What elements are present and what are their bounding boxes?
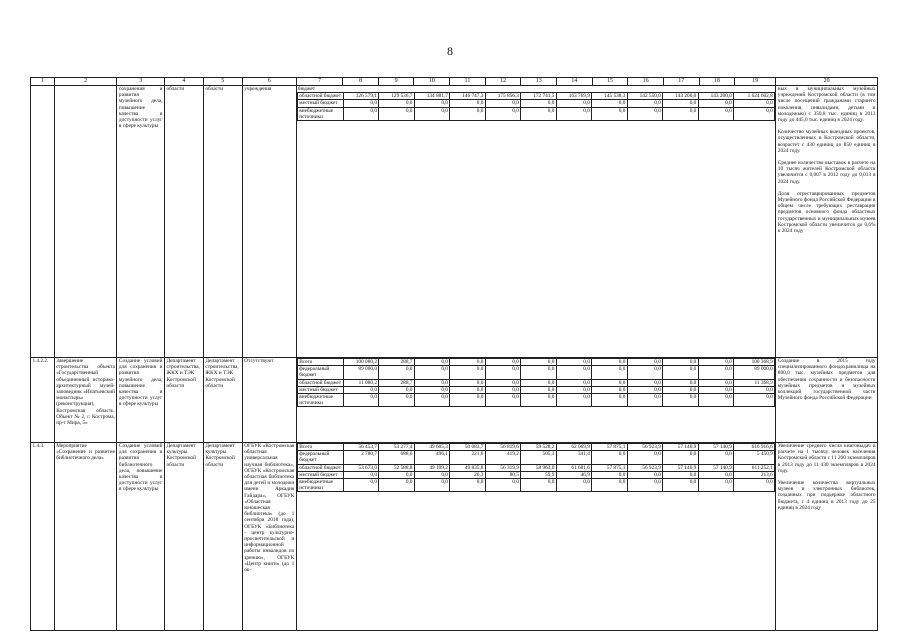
funding-value: 46,9	[556, 471, 591, 478]
funding-value: 0,0	[450, 386, 485, 393]
column-header: 14	[557, 78, 593, 86]
funding-value: 0,0	[485, 379, 520, 386]
funding-row	[297, 93, 775, 100]
funding-subtable	[297, 358, 776, 407]
table-row	[31, 358, 878, 443]
funding-row	[297, 359, 775, 366]
executor-cell: Департамент строительства, ЖКХ и ТЭК Костромской области	[203, 358, 242, 443]
funding-value: 1 624 602,8	[734, 93, 775, 100]
funding-value: 56 923,9	[627, 444, 662, 451]
funding-row	[297, 379, 775, 386]
funding-value: 0,0	[379, 471, 414, 478]
funding-value: 0,0	[734, 479, 775, 492]
funding-value: 0,0	[734, 394, 775, 407]
funding-source-label: внебюджетные источники	[297, 479, 343, 492]
result-paragraph: Доля отреставрированных предметов Музейного фонда Российской Федерации в общем числе требующих реставрации предметов основного фонда областных государственных и муниципальных музеев Костромской области увеличится до 0,6% к 2024 году	[777, 190, 876, 235]
funding-value: 129 536,7	[379, 93, 414, 100]
funding-value: 0,0	[379, 386, 414, 393]
funding-value: 0,0	[556, 366, 591, 379]
funding-value: 0,0	[414, 386, 449, 393]
goal-cell: Создание условий для сохранения и развития музейного дела, повышение качества и доступности услуг в сфере культуры	[117, 358, 165, 443]
funding-value: 0,0	[627, 386, 662, 393]
funding-value: 0,0	[592, 451, 627, 464]
result-cell	[776, 86, 878, 358]
funding-value: 0,0	[663, 366, 698, 379]
funding-source-label: местный бюджет	[297, 100, 343, 107]
funding-value: 2 780,7	[343, 451, 378, 464]
funding-value: 0,0	[734, 100, 775, 107]
funding-value: 0,0	[414, 379, 449, 386]
column-header: 10	[414, 78, 450, 86]
funding-value: 0,0	[698, 107, 733, 120]
funding-value: 0,0	[627, 107, 662, 120]
column-header: 5	[203, 78, 242, 86]
result-paragraph: Количество музейных выездных проектов, осуществленных в Костромской области, возрастет с 430 единиц до 850 единиц в 2024 году.	[777, 129, 876, 154]
funding-value: 0,0	[556, 394, 591, 407]
funding-value: 142 550,0	[627, 93, 662, 100]
measure-name: Завершение строительства объекта «Государственный объединенный историко-архитектурный музей-заповедник «Ипатьевский монастырь» (реконструкция), Костромская область. Объект № 2, г. Кострома, пр-т Мира, 5»	[54, 358, 117, 443]
result-paragraph: Среднее количество выставок в расчете на 10 тысяч жителей Костромской области увеличится с 0,007 в 2012 году до 0,013 в 2024 году.	[777, 160, 876, 185]
funding-value: 100 080,2	[343, 359, 378, 366]
result-paragraph: Увеличение количества виртуальных музеев и электронных библиотек, созданных при поддержке областного бюджета, с 4 единиц в 2013 году до 25 единиц в 2024 году	[777, 480, 876, 511]
funding-value: 0,0	[521, 100, 556, 107]
funding-value: 62 069,9	[556, 444, 591, 451]
funding-value: 0,0	[698, 379, 733, 386]
funding-value: 0,0	[663, 379, 698, 386]
funding-value: 0,0	[521, 379, 556, 386]
funding-value: 0,0	[698, 451, 733, 464]
funding-value: 0,0	[485, 100, 520, 107]
funding-value: 341,4	[556, 451, 591, 464]
row-number: 1.4.2.2.	[31, 358, 55, 443]
executor-cell: области	[164, 86, 203, 358]
funding-value: 0,0	[627, 379, 662, 386]
table-row	[31, 86, 878, 358]
funding-value: 0,0	[485, 386, 520, 393]
funding-value: 0,0	[521, 394, 556, 407]
funding-row	[297, 471, 775, 478]
funding-row	[297, 366, 775, 379]
funding-value: 419,2	[485, 451, 520, 464]
column-header: 8	[343, 78, 379, 86]
funding-value: 0,0	[663, 451, 698, 464]
column-header: 9	[378, 78, 414, 86]
funding-value: 288,7	[379, 359, 414, 366]
result-cell: Создание в 2015 году специализированного фондохранилища на 800,0 тыс. музейных предметов для обеспечения сохранности и безопасности музейных предметов и музейных коллекций государственной части Музейного фонда Российской Федерации	[776, 358, 878, 443]
funding-value: 0,0	[450, 366, 485, 379]
funding-value: 0,0	[663, 471, 698, 478]
funding-source-label: федеральный бюджет	[297, 451, 343, 464]
column-header: 3	[117, 78, 165, 86]
funding-value: 0,0	[734, 386, 775, 393]
executor-cell: области	[203, 86, 242, 358]
funding-value: 57 140,9	[663, 444, 698, 451]
funding-value: 0,0	[627, 366, 662, 379]
funding-value: 89 000,0	[343, 366, 378, 379]
funding-value: 0,0	[556, 359, 591, 366]
funding-source-label: Всего	[297, 444, 343, 451]
funding-value: 11 368,9	[734, 379, 775, 386]
funding-subtable	[297, 443, 776, 492]
source-label: бюджет	[297, 86, 316, 92]
recipient-cell: учреждения	[242, 86, 296, 358]
funding-value: 0,0	[379, 107, 414, 120]
funding-value: 57 140,9	[663, 464, 698, 471]
funding-value: 0,0	[485, 479, 520, 492]
funding-row	[297, 444, 775, 451]
funding-value: 0,0	[414, 471, 449, 478]
funding-value: 5 450,9	[734, 451, 775, 464]
funding-value: 0,0	[485, 359, 520, 366]
funding-row	[297, 100, 775, 107]
funding-value: 0,0	[556, 100, 591, 107]
funding-value: 0,0	[627, 359, 662, 366]
program-table	[30, 77, 878, 631]
funding-value: 616 916,6	[734, 444, 775, 451]
column-header: 15	[592, 78, 628, 86]
funding-value: 0,0	[556, 386, 591, 393]
funding-value: 0,0	[556, 479, 591, 492]
funding-value: 0,0	[698, 471, 733, 478]
funding-value: 505,3	[521, 451, 556, 464]
funding-value: 56 453,7	[343, 444, 378, 451]
funding-value: 126 579,1	[343, 93, 378, 100]
funding-value: 0,0	[379, 479, 414, 492]
funding-value: 0,0	[414, 107, 449, 120]
funding-value: 100 368,9	[734, 359, 775, 366]
funding-value: 0,0	[343, 100, 378, 107]
funding-value: 0,0	[379, 366, 414, 379]
funding-value: 134 881,7	[414, 93, 449, 100]
funding-value: 11 080,2	[343, 379, 378, 386]
funding-value: 0,0	[698, 394, 733, 407]
funding-value: 0,0	[663, 394, 698, 407]
funding-value: 0,0	[521, 107, 556, 120]
column-header: 19	[735, 78, 776, 86]
funding-source-label: внебюджетные источники	[297, 394, 343, 407]
column-header: 18	[699, 78, 735, 86]
funding-value: 288,7	[379, 379, 414, 386]
funding-value: 49 605,3	[414, 444, 449, 451]
funding-value: 0,0	[698, 359, 733, 366]
funding-value: 0,0	[379, 100, 414, 107]
funding-value: 0,0	[627, 471, 662, 478]
funding-source-label: федеральный бюджет	[297, 366, 343, 379]
funding-value: 143 200,0	[663, 93, 698, 100]
page-number: 8	[447, 44, 453, 58]
funding-row	[297, 386, 775, 393]
funding-value: 57 875,1	[592, 464, 627, 471]
funding-value: 0,0	[556, 379, 591, 386]
funding-value: 49 835,8	[450, 464, 485, 471]
goal-cell: Создание условий для сохранения и развития библиотечного дела, повышение качества и доступности услуг в сфере культуры	[117, 443, 165, 631]
funding-row	[297, 479, 775, 492]
funding-value: 56 319,9	[485, 464, 520, 471]
funding-value: 0,0	[627, 451, 662, 464]
funding-value: 49 109,2	[414, 464, 449, 471]
funding-value: 89 000,0	[734, 366, 775, 379]
funding-value: 0,0	[450, 479, 485, 492]
measure-name: Мероприятие «Сохранение и развитие библиотечного дела»	[54, 443, 117, 631]
funding-value: 0,0	[663, 479, 698, 492]
funding-value: 0,0	[663, 359, 698, 366]
funding-value: 0,0	[698, 366, 733, 379]
column-header: 13	[521, 78, 557, 86]
funding-value: 56 923,9	[627, 464, 662, 471]
funding-subtable	[297, 92, 776, 121]
funding-row	[297, 451, 775, 464]
funding-value: 0,0	[414, 359, 449, 366]
funding-source-label: областной бюджет	[297, 379, 343, 386]
funding-value: 145 538,3	[592, 93, 627, 100]
funding-value: 0,0	[627, 479, 662, 492]
goal-cell: сохранения и развития музейного дела, повышение качества и доступности услуг в сфере культуры	[117, 86, 165, 358]
result-paragraph: Увеличение среднего числа книговыдач в расчете на 1 тысячу человек населения Костромской области с 11 200 экземпляров в 2013 году до 11 430 экземпляров в 2024 году.	[777, 443, 876, 474]
column-header: 12	[485, 78, 521, 86]
funding-value: 175 856,3	[485, 93, 520, 100]
funding-value: 0,0	[379, 394, 414, 407]
funding-value: 53 277,4	[379, 444, 414, 451]
column-header: 1	[31, 78, 55, 86]
funding-value: 50 083,7	[450, 444, 485, 451]
funding-value: 59,9	[521, 471, 556, 478]
funding-value: 0,0	[592, 471, 627, 478]
funding-value: 0,0	[450, 359, 485, 366]
column-header: 16	[628, 78, 664, 86]
funding-value: 59 528,2	[521, 444, 556, 451]
column-header: 4	[164, 78, 203, 86]
funding-value: 0,0	[521, 366, 556, 379]
recipient-cell: ОГБУК «Костромская областная универсальная научная библиотека», ОГБУК «Костромская областная библиотека для детей и молодежи имени Аркадия Гайдара», ОГБУК «Областная юношеская библиотека» (до 1 сентября 2018 года), ОГБУК «Библиотека - центр культурно-просветительской и информационной работы инвалидов по зрению», ОГБУК «Центр книги» (до 1 ок-	[242, 443, 296, 631]
funding-value: 0,0	[663, 107, 698, 120]
column-header: 2	[54, 78, 117, 86]
funding-value: 0,0	[521, 359, 556, 366]
funding-value: 0,0	[627, 100, 662, 107]
column-header: 17	[663, 78, 699, 86]
result-paragraph: ных в муниципальных музейных учреждений Костромской области (в том числе посещений гражданами старшего поколения, инвалидами, детьми и молодежью) с 350,8 тыс. единиц в 2013 году до 445,0 тыс. единиц в 2024 году.	[777, 86, 876, 124]
funding-value: 0,0	[414, 366, 449, 379]
funding-value: 172 741,5	[521, 93, 556, 100]
funding-value: 0,0	[698, 479, 733, 492]
funding-value: 57 140,9	[698, 444, 733, 451]
funding-value: 688,6	[379, 451, 414, 464]
funding-value: 57 140,9	[698, 464, 733, 471]
funding-value: 0,0	[592, 100, 627, 107]
column-header: 20	[776, 78, 878, 86]
funding-block	[296, 358, 776, 443]
funding-row	[297, 394, 775, 407]
funding-value: 0,0	[450, 394, 485, 407]
funding-value: 163 769,9	[556, 93, 591, 100]
column-header: 11	[450, 78, 486, 86]
funding-value: 0,0	[414, 394, 449, 407]
funding-value: 0,0	[343, 394, 378, 407]
funding-value: 143 200,0	[698, 93, 733, 100]
funding-block	[296, 443, 776, 631]
funding-value: 0,0	[343, 471, 378, 478]
funding-value: 0,0	[592, 386, 627, 393]
result-cell	[776, 443, 878, 631]
recipient-cell: Отсутствуют	[242, 358, 296, 443]
funding-value: 0,0	[592, 479, 627, 492]
funding-value: 0,0	[734, 107, 775, 120]
funding-value: 0,0	[592, 366, 627, 379]
table-row	[31, 443, 878, 631]
funding-value: 52 588,8	[379, 464, 414, 471]
funding-value: 611 252,1	[734, 464, 775, 471]
funding-value: 0,0	[556, 107, 591, 120]
funding-row	[297, 464, 775, 471]
header-row	[31, 78, 878, 86]
funding-value: 221,6	[450, 451, 485, 464]
funding-value: 0,0	[450, 107, 485, 120]
funding-source-label: местный бюджет	[297, 386, 343, 393]
funding-value: 56 819,6	[485, 444, 520, 451]
column-header: 7	[296, 78, 342, 86]
funding-value: 0,0	[698, 100, 733, 107]
funding-value: 26,3	[450, 471, 485, 478]
funding-value: 0,0	[485, 394, 520, 407]
funding-value: 0,0	[592, 379, 627, 386]
funding-source-label: областной бюджет	[297, 464, 343, 471]
funding-value: 0,0	[627, 394, 662, 407]
funding-value: 0,0	[414, 479, 449, 492]
funding-value: 0,0	[343, 386, 378, 393]
funding-value: 0,0	[414, 100, 449, 107]
funding-source-label: местный бюджет	[297, 471, 343, 478]
funding-source-label: внебюджетные источники	[297, 107, 343, 120]
funding-value: 58 963,0	[521, 464, 556, 471]
funding-row	[297, 107, 775, 120]
funding-value: 213,6	[734, 471, 775, 478]
funding-value: 0,0	[343, 479, 378, 492]
funding-value: 0,0	[592, 359, 627, 366]
funding-value: 0,0	[663, 386, 698, 393]
funding-value: 0,0	[450, 100, 485, 107]
funding-value: 53 673,0	[343, 464, 378, 471]
funding-source-label: областной бюджет	[297, 93, 343, 100]
funding-value: 57 875,1	[592, 444, 627, 451]
executor-cell: Департамент культуры Костромской области	[203, 443, 242, 631]
funding-value: 0,0	[485, 107, 520, 120]
row-number: 1.4.3.	[31, 443, 55, 631]
executor-cell: Департамент строительства, ЖКХ и ТЭК Костромской области	[164, 358, 203, 443]
funding-value: 61 681,6	[556, 464, 591, 471]
funding-value: 146 747,3	[450, 93, 485, 100]
funding-value: 80,5	[485, 471, 520, 478]
funding-value: 0,0	[592, 394, 627, 407]
funding-value: 0,0	[592, 107, 627, 120]
funding-value: 0,0	[663, 100, 698, 107]
funding-value: 0,0	[450, 379, 485, 386]
column-header: 6	[242, 78, 296, 86]
funding-block	[296, 86, 776, 358]
funding-value: 0,0	[485, 366, 520, 379]
funding-source-label: Всего	[297, 359, 343, 366]
funding-value: 496,1	[414, 451, 449, 464]
funding-value: 0,0	[521, 386, 556, 393]
funding-value: 0,0	[698, 386, 733, 393]
executor-cell: Департамент культуры Костромской области	[164, 443, 203, 631]
funding-value: 0,0	[521, 479, 556, 492]
funding-value: 0,0	[343, 107, 378, 120]
